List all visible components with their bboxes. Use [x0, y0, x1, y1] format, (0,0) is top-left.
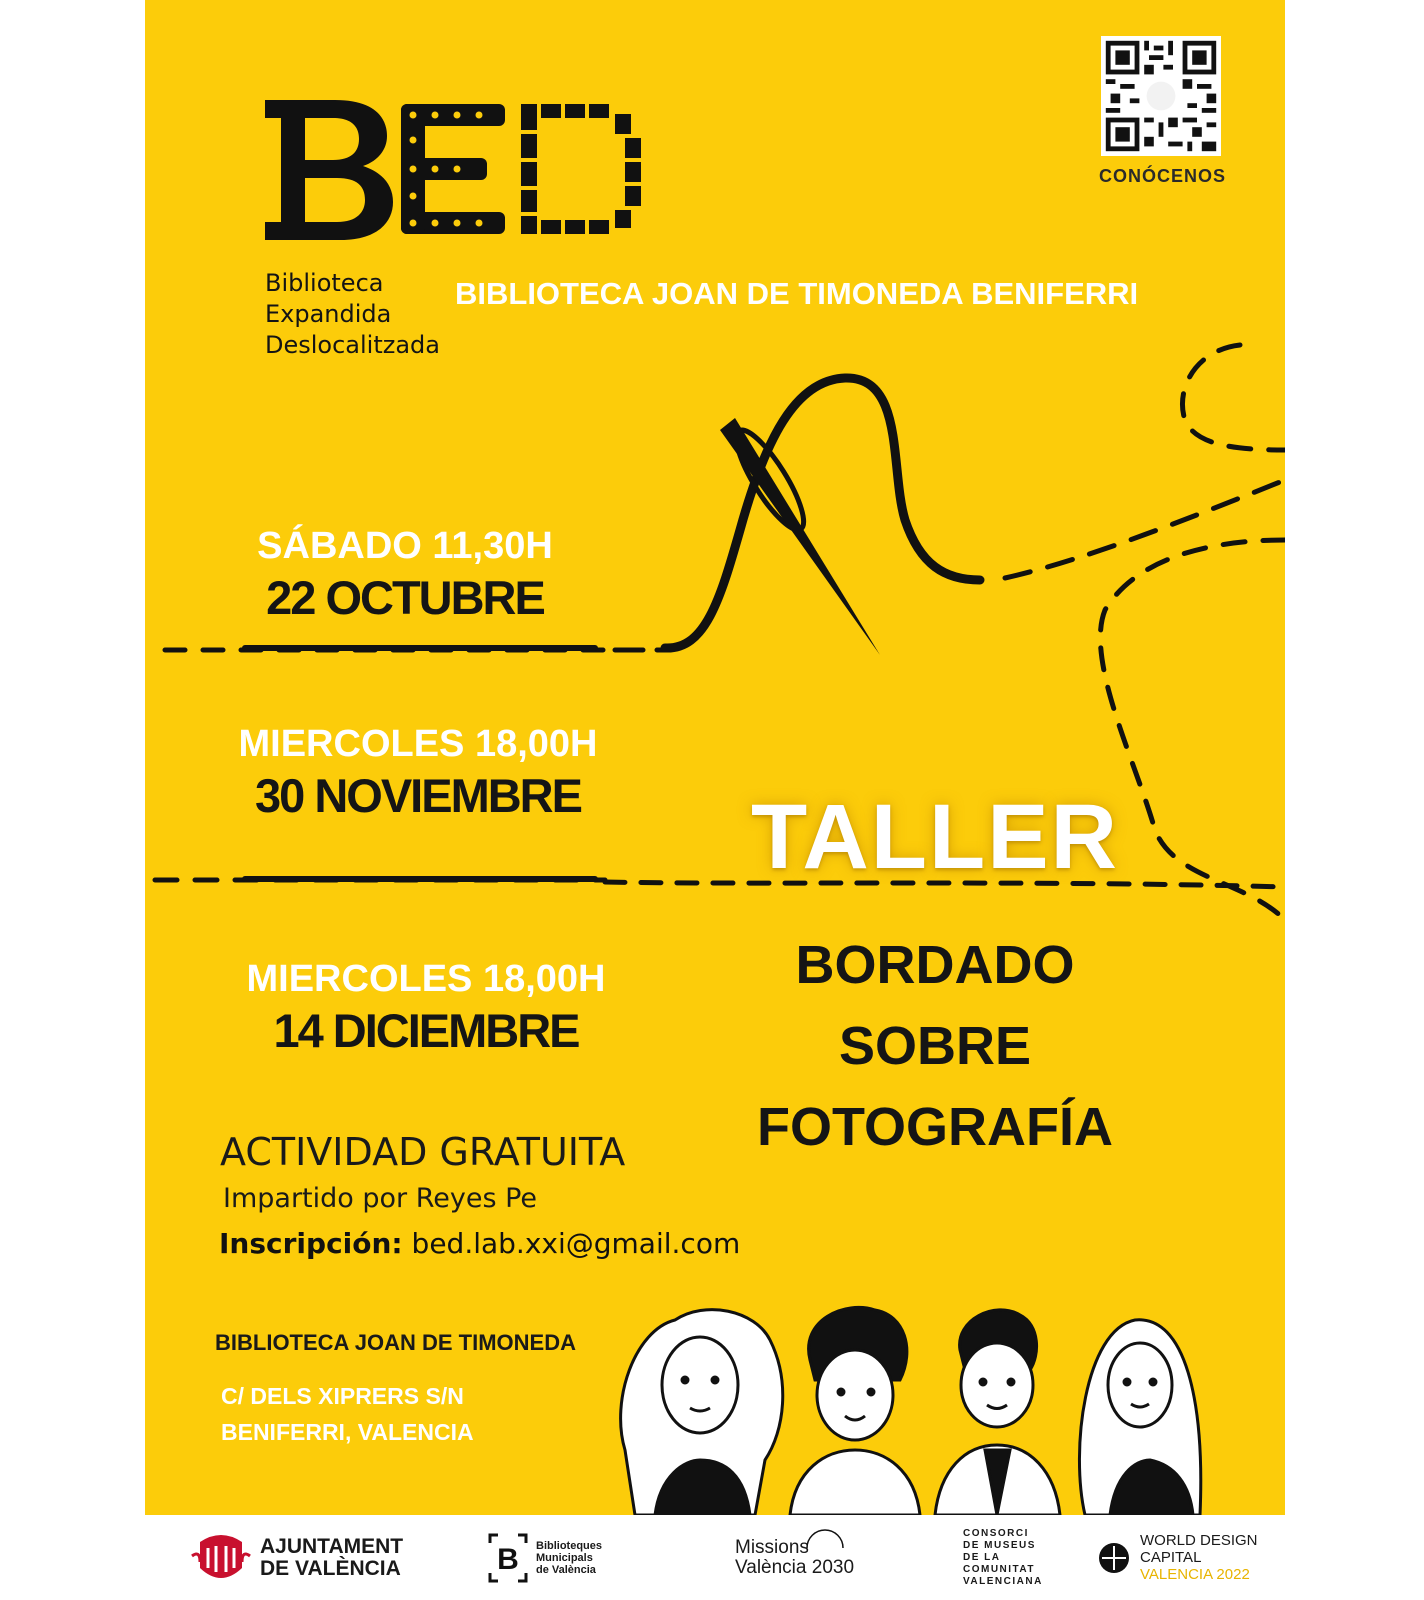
venue-name: BIBLIOTECA JOAN DE TIMONEDA — [215, 1330, 576, 1355]
venue-address — [221, 1378, 474, 1450]
session-date: 22 OCTUBRE — [266, 571, 544, 624]
workshop-title-line: FOTOGRAFÍA — [757, 1097, 1113, 1157]
session-time: SÁBADO 11,30H — [257, 525, 553, 567]
session-3 — [211, 958, 641, 1058]
biblioteques-line: Municipals — [536, 1551, 593, 1564]
address-line: C/ DELS XIPRERS S/N — [221, 1383, 464, 1409]
qr-label: CONÓCENOS — [1098, 166, 1226, 186]
session-date: 30 NOVIEMBRE — [255, 769, 581, 822]
workshop-title — [700, 925, 1170, 1168]
consorci-line: VALENCIANA — [963, 1575, 1043, 1587]
signup — [219, 1227, 740, 1260]
logo-subtitle — [265, 268, 440, 361]
subtitle-line: Deslocalitzada — [265, 331, 440, 359]
consorci-logo — [963, 1515, 1043, 1600]
session-2 — [203, 723, 633, 823]
wdc-year: VALENCIA 2022 — [1140, 1566, 1250, 1583]
wdc-circle-icon — [1098, 1542, 1130, 1574]
ajuntament-logo — [190, 1515, 403, 1600]
ajuntament-line: AJUNTAMENT — [260, 1534, 404, 1558]
bed-logo — [265, 100, 650, 240]
consorci-line: CONSORCI — [963, 1527, 1029, 1539]
biblioteques-line: de València — [536, 1563, 596, 1576]
session-date: 14 DICIEMBRE — [273, 1004, 579, 1057]
arc-icon — [805, 1524, 845, 1550]
svg-text:B: B — [497, 1542, 519, 1576]
subtitle-line: Expandida — [265, 300, 392, 328]
consorci-line: DE LA — [963, 1551, 1001, 1563]
library-title: BIBLIOTECA JOAN DE TIMONEDA BENIFERRI — [455, 276, 1139, 311]
coat-of-arms-icon — [190, 1528, 252, 1588]
wdc-logo — [1098, 1515, 1258, 1600]
session-1 — [215, 525, 595, 625]
biblioteques-b-icon — [488, 1533, 528, 1583]
qr-code-icon[interactable] — [1101, 36, 1221, 156]
session-time: MIERCOLES 18,00H — [238, 723, 598, 765]
missions-logo — [735, 1515, 854, 1600]
people-illustration — [615, 1300, 1215, 1515]
free-activity: ACTIVIDAD GRATUITA — [220, 1130, 626, 1174]
subtitle-line: Biblioteca — [265, 269, 384, 297]
taught-by: Impartido por Reyes Pe — [223, 1183, 538, 1214]
wdc-line: CAPITAL — [1140, 1549, 1202, 1566]
sponsor-footer — [0, 1515, 1424, 1600]
biblioteques-line: Biblioteques — [536, 1539, 603, 1552]
signup-label: Inscripción: — [219, 1227, 403, 1260]
biblioteques-logo — [488, 1515, 602, 1600]
missions-line: Missions — [735, 1536, 809, 1558]
session-time: MIERCOLES 18,00H — [246, 958, 606, 1000]
missions-line: València 2030 — [735, 1556, 855, 1578]
workshop-title-line: BORDADO — [795, 935, 1075, 995]
address-line: BENIFERRI, VALENCIA — [221, 1419, 474, 1445]
workshop-kind: TALLER — [750, 786, 1119, 888]
consorci-line: COMUNITAT — [963, 1563, 1036, 1575]
ajuntament-line: DE VALÈNCIA — [260, 1556, 401, 1580]
consorci-line: DE MUSEUS — [963, 1539, 1036, 1551]
signup-email[interactable]: bed.lab.xxi@gmail.com — [411, 1227, 741, 1260]
poster — [145, 0, 1285, 1515]
workshop-title-line: SOBRE — [838, 1016, 1032, 1076]
wdc-line: WORLD DESIGN — [1140, 1532, 1258, 1549]
